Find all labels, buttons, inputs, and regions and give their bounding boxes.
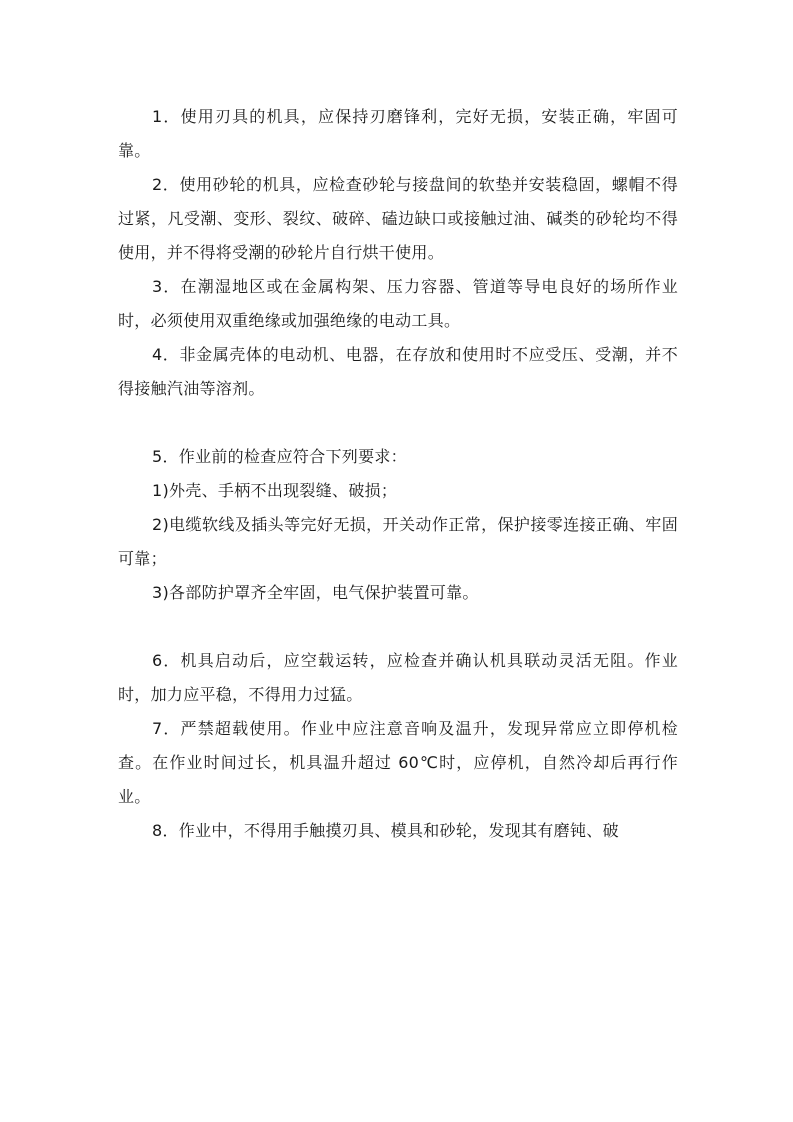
list-item-2: 2)电缆软线及插头等完好无损，开关动作正常，保护接零连接正确、牢固可靠；: [118, 515, 678, 568]
paragraph-2: 2．使用砂轮的机具，应检查砂轮与接盘间的软垫并安装稳固，螺帽不得过紧，凡受潮、变形、裂纹、破碎、磕边缺口或接触过油、碱类的砂轮均不得使用，并不得将受潮的砂轮片自行烘干使用。: [118, 175, 678, 262]
paragraph-8: 8．作业中，不得用手触摸刃具、模具和砂轮，发现其有磨钝、破: [152, 821, 619, 840]
paragraph-spacer: [118, 610, 678, 644]
document-body: [118, 100, 678, 848]
paragraph-1: 1．使用刃具的机具，应保持刃磨锋利，完好无损，安装正确，牢固可靠。: [118, 107, 678, 160]
paragraph-5: 5．作业前的检查应符合下列要求：: [152, 447, 407, 466]
paragraph-spacer: [118, 406, 678, 440]
list-item-3: 3)各部防护罩齐全牢固，电气保护装置可靠。: [152, 583, 479, 602]
paragraph-3: 3．在潮湿地区或在金属构架、压力容器、管道等导电良好的场所作业时，必须使用双重绝缘或加强绝缘的电动工具。: [118, 277, 678, 330]
paragraph-7: 7．严禁超载使用。作业中应注意音响及温升，发现异常应立即停机检查。在作业时间过长，机具温升超过 60℃时，应停机，自然冷却后再行作业。: [118, 719, 678, 806]
list-item-1: 1)外壳、手柄不出现裂缝、破损；: [152, 481, 398, 500]
paragraph-4: 4．非金属壳体的电动机、电器，在存放和使用时不应受压、受潮，并不得接触汽油等溶剂。: [118, 345, 678, 398]
paragraph-6: 6．机具启动后，应空载运转，应检查并确认机具联动灵活无阻。作业时，加力应平稳，不得用力过猛。: [118, 651, 678, 704]
